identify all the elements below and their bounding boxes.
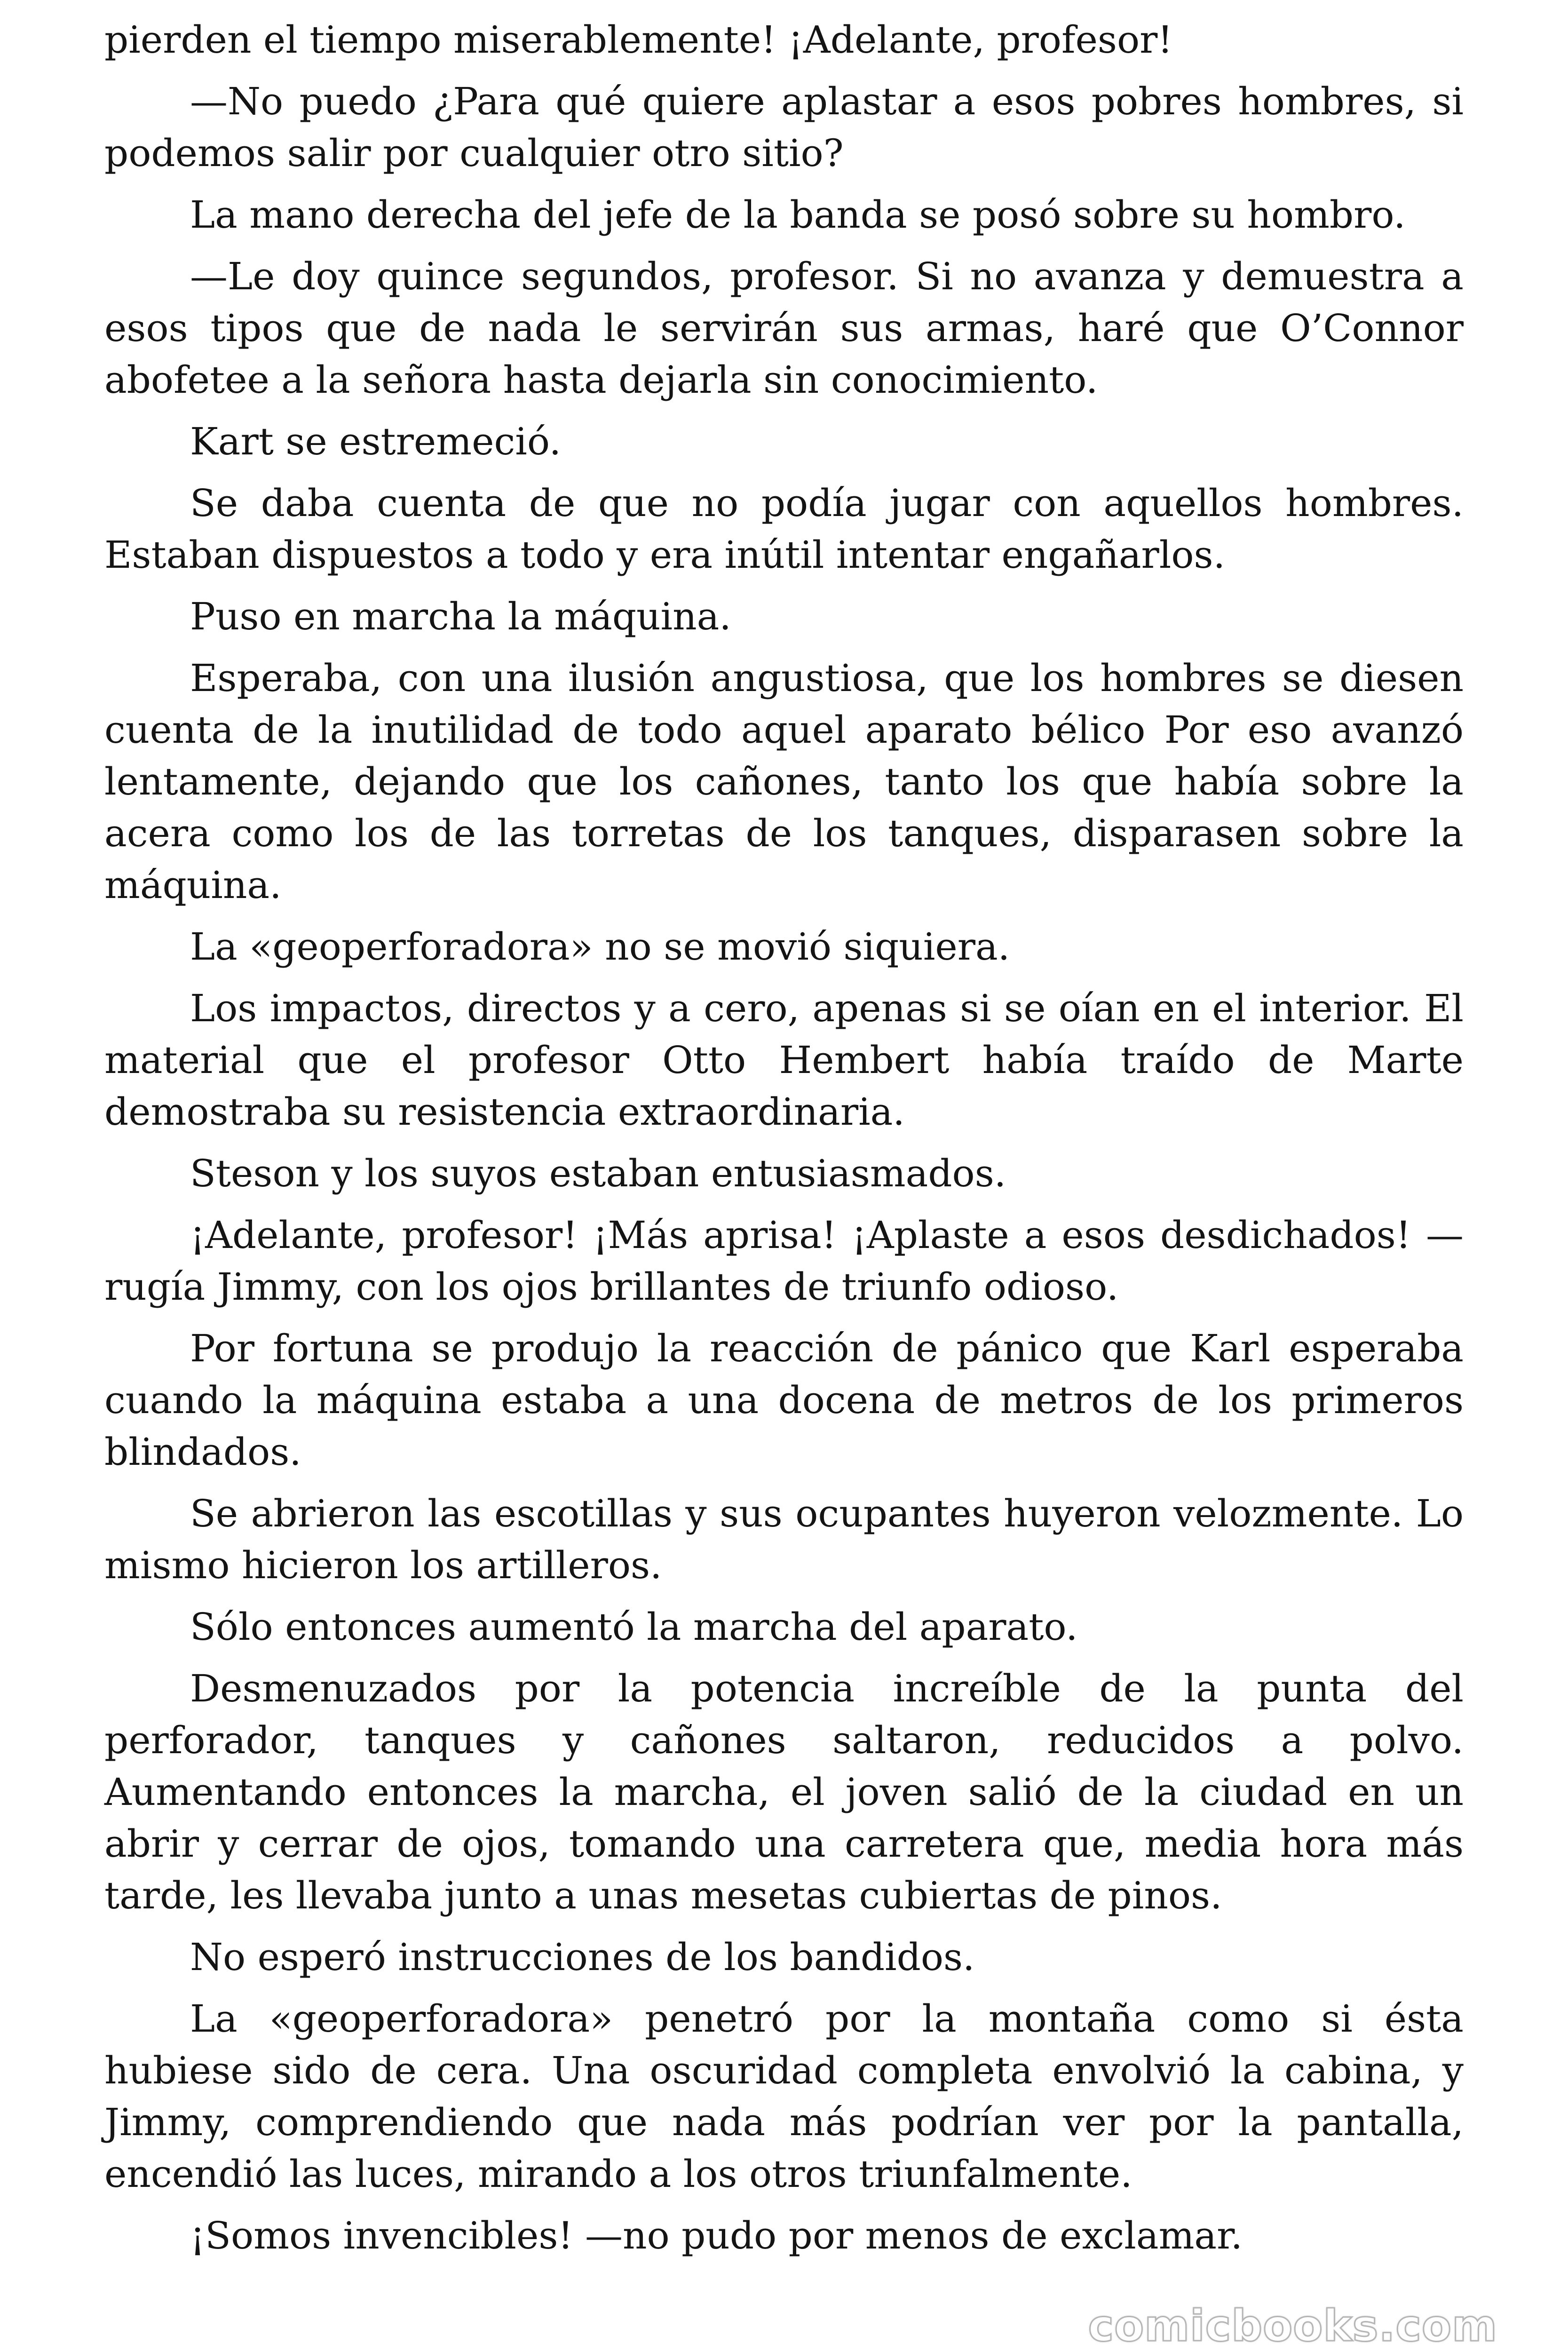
paragraph-5: Kart se estremeció. (190, 420, 562, 463)
watermark-logo: comicbooks.com (1088, 2301, 1497, 2351)
paragraph-7: Puso en marcha la máquina. (190, 595, 731, 638)
paragraph-1: pierden el tiempo miserablemente! ¡Adelante, profesor! (104, 18, 1173, 62)
paragraph-8: Esperaba, con una ilusión angustiosa, que los hombres se diesen cuenta de la inutilidad de todo aquel aparato bélico Por eso avanzó lentamente, dejando que los cañones, tanto los que había sobre la acera como los de las torretas de los tanques, disparasen sobre la máquina. (104, 656, 1464, 907)
paragraph-11: Steson y los suyos estaban entusiasmados. (190, 1152, 1006, 1195)
paragraph-2: —No puedo ¿Para qué quiere aplastar a esos pobres hombres, si podemos salir por cualquier otro sitio? (104, 79, 1464, 175)
paragraph-13: Por fortuna se produjo la reacción de pánico que Karl esperaba cuando la máquina estaba a una docena de metros de los primeros blindados. (104, 1327, 1464, 1474)
paragraph-12: ¡Adelante, profesor! ¡Más aprisa! ¡Aplaste a esos desdichados! —rugía Jimmy, con los ojos brillantes de triunfo odioso. (104, 1213, 1464, 1309)
paragraph-17: No esperó instrucciones de los bandidos. (190, 1935, 975, 1979)
paragraph-4: —Le doy quince segundos, profesor. Si no avanza y demuestra a esos tipos que de nada le servirán sus armas, haré que O’Connor abofetee a la señora hasta dejarla sin conocimiento. (104, 254, 1464, 402)
paragraph-16: Desmenuzados por la potencia increíble de la punta del perforador, tanques y cañones saltaron, reducidos a polvo. Aumentando entonces la marcha, el joven salió de la ciudad en un abrir y cerrar de ojos, tomando una carretera que, media hora más tarde, les llevaba junto a unas mesetas cubiertas de pinos. (104, 1667, 1464, 1917)
paragraph-9: La «geoperforadora» no se movió siquiera. (190, 925, 1010, 969)
paragraph-19: ¡Somos invencibles! —no pudo por menos de exclamar. (190, 2214, 1243, 2257)
paragraph-15: Sólo entonces aumentó la marcha del aparato. (190, 1605, 1078, 1649)
book-page (104, 14, 1464, 2343)
paragraph-10: Los impactos, directos y a cero, apenas si se oían en el interior. El material que el profesor Otto Hembert había traído de Marte demostraba su resistencia extraordinaria. (104, 986, 1464, 1134)
paragraph-14: Se abrieron las escotillas y sus ocupantes huyeron velozmente. Lo mismo hicieron los artilleros. (104, 1492, 1464, 1587)
paragraph-18: La «geoperforadora» penetró por la montaña como si ésta hubiese sido de cera. Una oscuridad completa envolvió la cabina, y Jimmy, comprendiendo que nada más podrían ver por la pantalla, encendió las luces, mirando a los otros triunfalmente. (104, 1997, 1464, 2196)
paragraph-3: La mano derecha del jefe de la banda se posó sobre su hombro. (190, 193, 1406, 237)
paragraph-6: Se daba cuenta de que no podía jugar con aquellos hombres. Estaban dispuestos a todo y era inútil intentar engañarlos. (104, 481, 1464, 577)
